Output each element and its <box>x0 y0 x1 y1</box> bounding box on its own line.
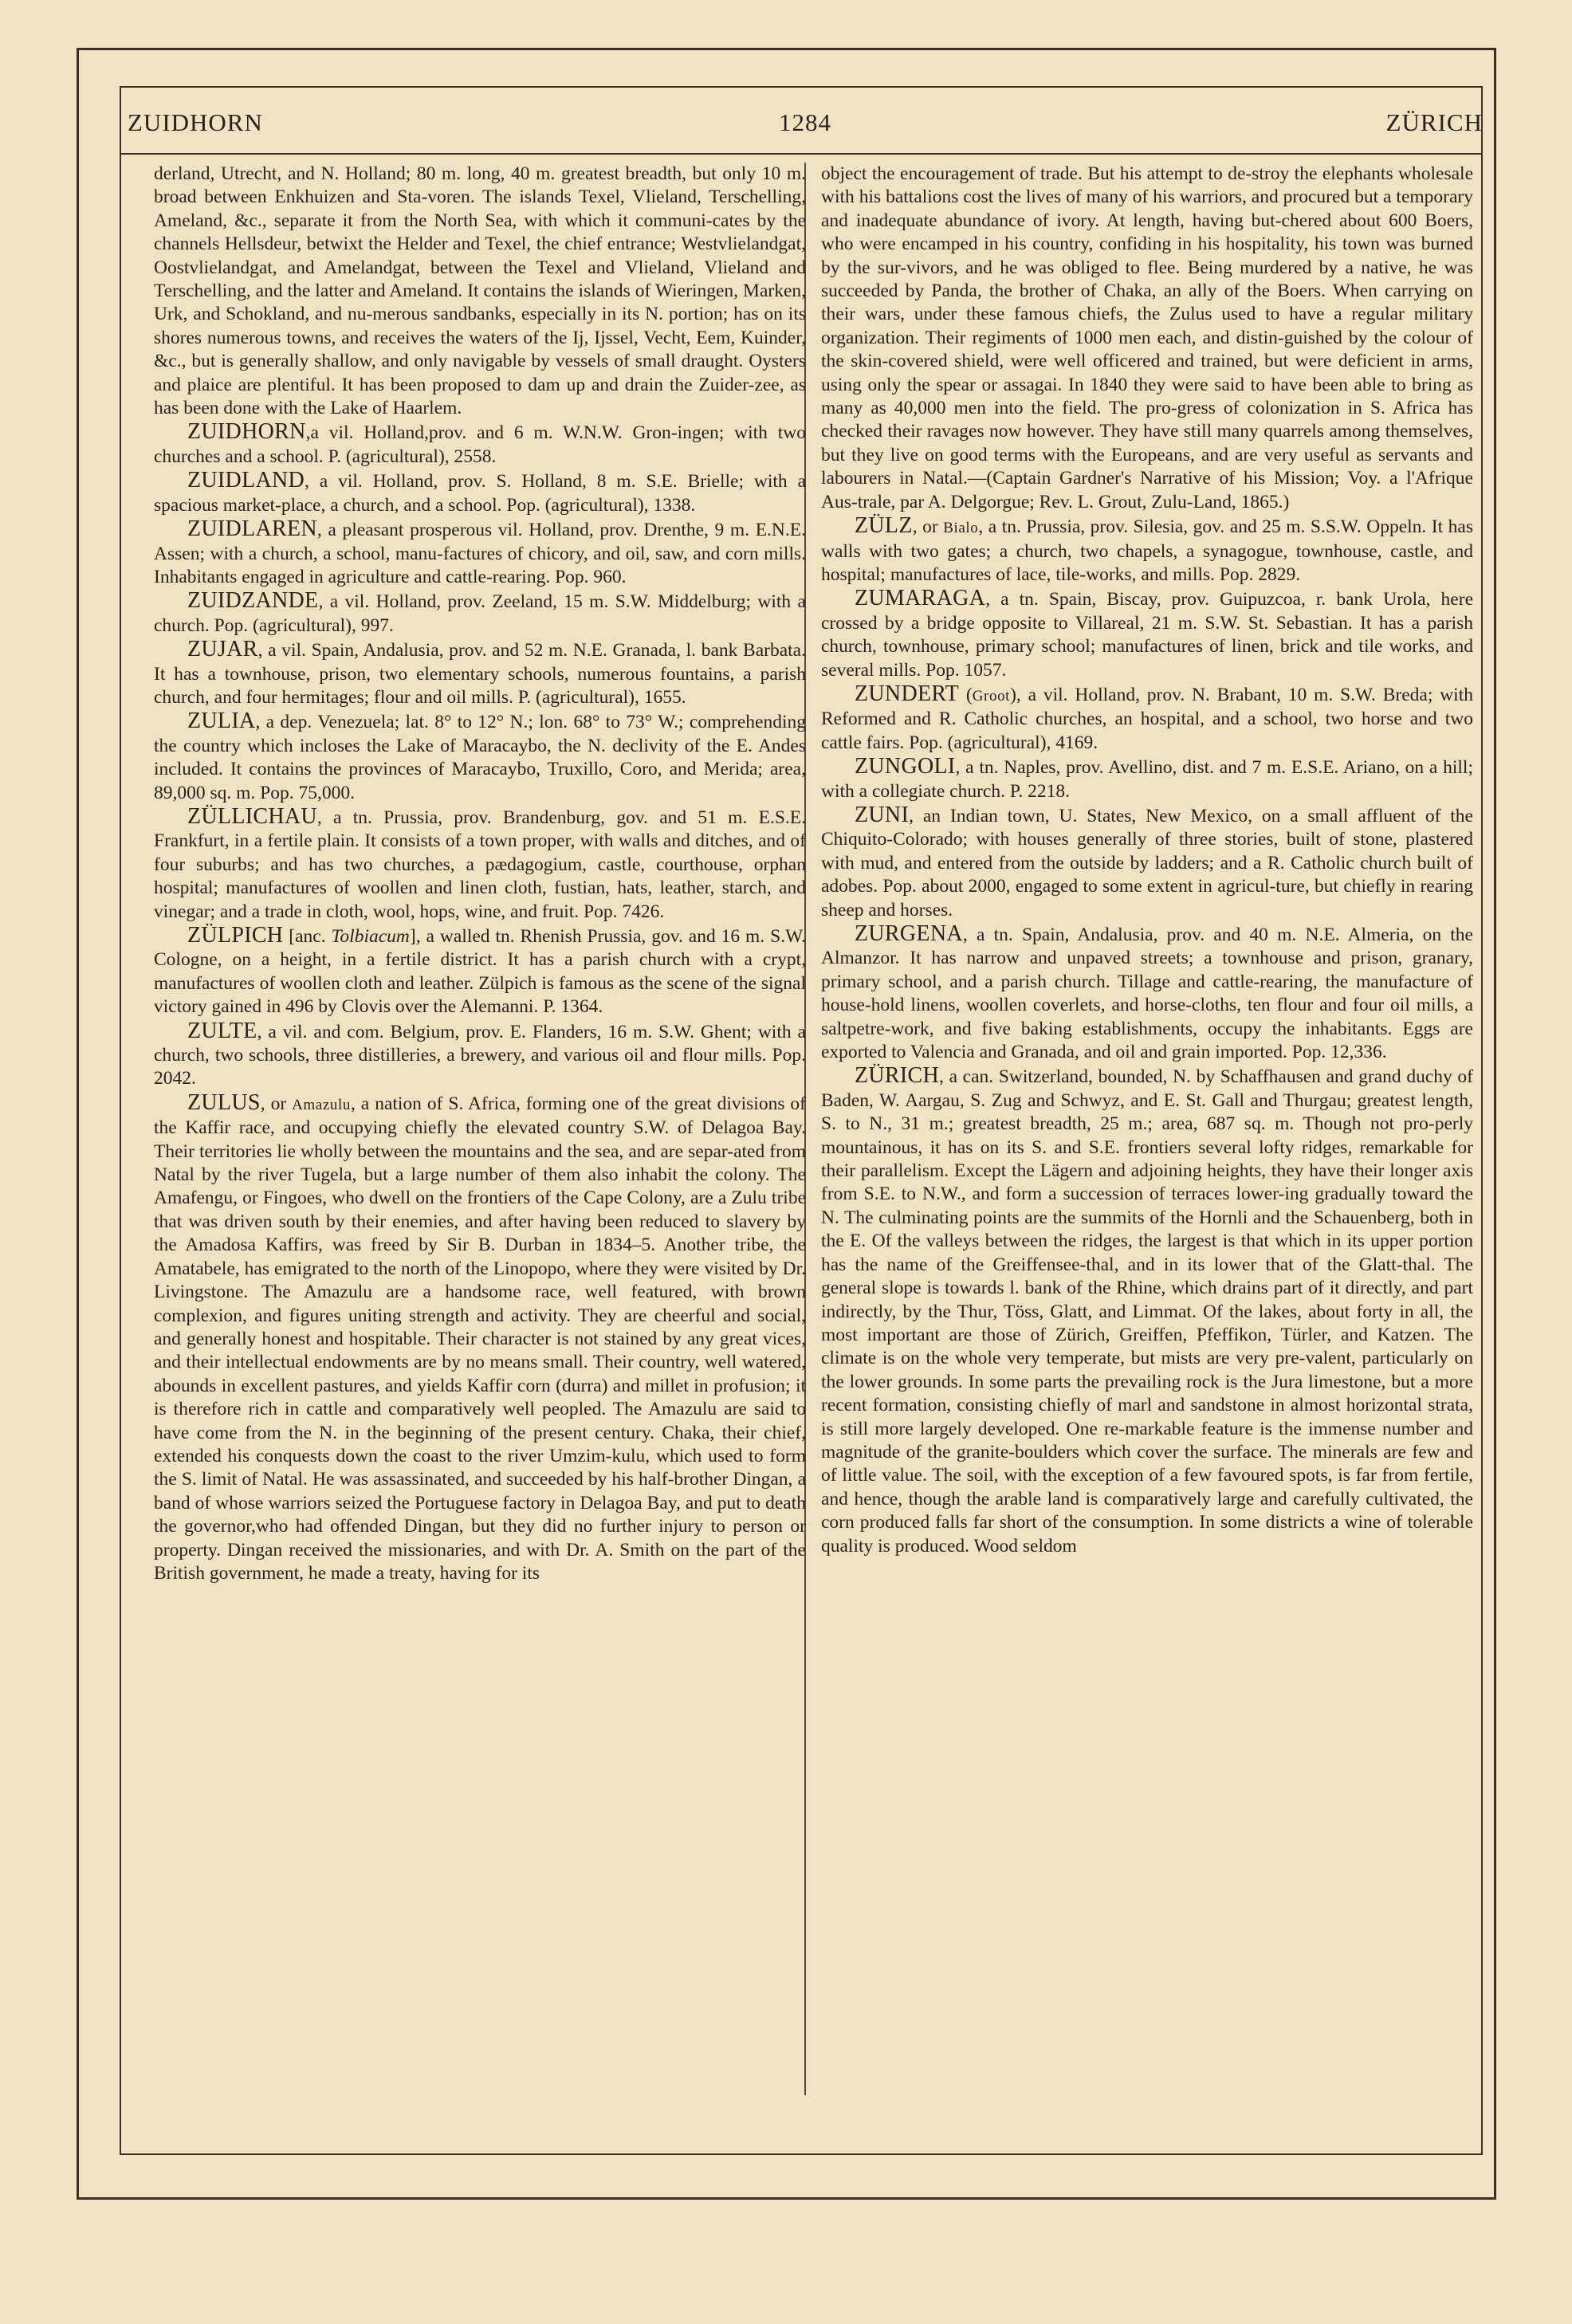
headword: ZUNI <box>855 802 910 827</box>
continuation-paragraph <box>154 163 806 420</box>
headword: ZULIA <box>187 709 256 734</box>
entry-text: , a nation of S. Africa, forming one of the great divisions of the Kaffir race, and occupying chiefly the elevated country S.W. of Delagoa Bay. Their territories lie wholly between the mountains and the sea, and are separ-ated from Natal by the river Tugela, but a large number of them also inhabit the colony. The Amafengu, or Fingoes, who dwell on the frontiers of the Cape Colony, are a Zulu tribe that was driven south by their enemies, and after having been reduced to slavery by the Amadosa Kaffirs, was freed by Sir B. Durban in 1834–5. Another tribe, the Amatabele, has emigrated to the north of the Linopopo, where they were visited by Dr. Livingstone. The Amazulu are a handsome race, well featured, with brown complexion, and figures uniting strength and activity. They are cheerful and social, and generally honest and hospitable. Their character is not stained by any great vices, and their intellectual endowments are by no means small. Their country, well watered, abounds in excellent pastures, and yields Kaffir corn (durra) and millet in profusion; it is therefore rich in cattle and comparatively well peopled. The Amazulu are said to have come from the N. in the beginning of the present century. Chaka, their chief, extended his conquests down the coast to the river Umzim-kulu, which used to form the S. limit of Natal. He was assassinated, and succeeded by his half-brother Dingan, a band of whose warriors seized the Portuguese factory in Delagoa Bay, and put to death the governor,who had offended Dingan, but they did no further injury to person or property. Dingan received the missionaries, and with Dr. A. Smith on the part of the British government, he made a treaty, having for its <box>154 1093 806 1584</box>
entry-zuidzande <box>154 589 806 638</box>
headword: ZUIDZANDE <box>187 588 319 614</box>
entry-text: , a dep. Venezuela; lat. 8° to 12° N.; lon. 68° to 73° W.; comprehending the country which incloses the Lake of Maracaybo, the N. declivity of the E. Andes included. It contains the provinces of Maracaybo, Truxillo, Coro, and Merida; area, 89,000 sq. m. Pop. 75,000. <box>154 712 806 803</box>
footer-rule-inner <box>120 2153 1483 2155</box>
headword: ZUIDHORN <box>187 419 306 445</box>
frame-right-outer <box>1494 48 1496 2200</box>
entry-text: derland, Utrecht, and N. Holland; 80 m. long, 40 m. greatest breadth, but only 10 m. broad between Enkhuizen and Sta-voren. The islands Texel, Vlieland, Terschelling, Ameland, &c., separate it from the North Sea, with which it communi-cates by the channels Hellsdeur, betwixt the Helder and Texel, the chief entrance; Westvlielandgat, Oostvlielandgat, and Amelandgat, between the Texel and Vlieland, Vlieland and Terschelling, and the latter and Ameland. It contains the islands of Wieringen, Marken, Urk, and Schokland, and nu-merous sandbanks, especially in its N. portion; has on its shores numerous towns, and receives the waters of the Ij, Ijssel, Vecht, Eem, Kuinder, &c., but is generally shallow, and only navigable by vessels of small draught. Oysters and plaice are plentiful. It has been proposed to dam up and drain the Zuider-zee, as has been done with the Lake of Haarlem. <box>154 163 806 419</box>
frame-left-inner <box>120 86 121 2154</box>
entry-zuidhorn <box>154 420 806 469</box>
headword: ZUMARAGA <box>855 586 986 611</box>
entry-zuidlaren <box>154 517 806 589</box>
entry-zulus <box>154 1091 806 1586</box>
entry-prefix: , or <box>912 516 944 538</box>
frame-left-outer <box>77 48 79 2200</box>
frame-top-outer <box>78 48 1495 50</box>
headword: ZULUS <box>187 1089 261 1115</box>
entry-zundert <box>821 682 1473 755</box>
header-left-word: ZUIDHORN <box>128 108 263 136</box>
page-number: 1284 <box>779 108 831 136</box>
entry-prefix: ( <box>959 684 973 705</box>
entry-text: , a vil. Holland, prov. Zeeland, 15 m. S.W. Middelburg; with a church. Pop. (agricultural), 997. <box>154 591 806 636</box>
entry-zulia <box>154 709 806 805</box>
right-column <box>821 163 1473 2082</box>
entry-text: object the encouragement of trade. But his attempt to de-stroy the elephants wholesale with his battalions cost the lives of many of his warriors, and procured but a temporary and inadequate abundance of ivory. At length, having but-chered about 600 Boers, who were encamped in his country, confiding in his hospitality, his town was burned by the sur-vivors, and he was obliged to flee. Being murdered by a native, he was succeeded by Panda, the brother of Chaka, an ally of the Boers. When carrying on their wars, under these famous chiefs, the Zulus used to have a regular military organization. Their regiments of 1000 men each, and distin-guished by the colour of the skin-covered shield, were well officered and trained, but were deficient in arms, using only the spear or assagai. In 1840 they were said to have been able to bring as many as 40,000 men into the field. The pro-gress of colonization in S. Africa has checked their ravages now however. They have still many quarrels among themselves, but they live on good terms with the Europeans, and are very useful as servants and labourers in Natal.—(Captain Gardner's Narrative of his Mission; Voy. a l'Afrique Aus-trale, par A. Delgorgue; Rev. L. Grout, Zulu-Land, 1865.) <box>821 163 1473 512</box>
entry-text: , a tn. Prussia, prov. Silesia, gov. and 25 m. S.S.W. Oppeln. It has walls with two gates; a church, two chapels, a synagogue, townhouse, castle, and hospital; manufactures of lace, tile-works, and mills. Pop. 2829. <box>821 516 1473 585</box>
entry-zullichau <box>154 805 806 924</box>
entry-text: ), a vil. Holland, prov. N. Brabant, 10 m. S.W. Breda; with Reformed and R. Catholic churches, an hospital, and a school, two horse and two cattle fairs. Pop. (agricultural), 4169. <box>821 684 1473 753</box>
entry-zulpich <box>154 924 806 1019</box>
entry-zungoli <box>821 755 1473 803</box>
footer-rule-outer <box>78 2197 1495 2200</box>
page-header <box>128 102 1483 147</box>
headword: ZURGENA <box>855 921 963 946</box>
alternate-name: Amazulu <box>292 1096 351 1113</box>
entry-text: , a tn. Prussia, prov. Brandenburg, gov. and 51 m. E.S.E. Frankfurt, in a fertile plain. It consists of a town proper, with walls and ditches, and of four suburbs; and has two churches, a pædagogium, castle, courthouse, orphan hospital; manufactures of woollen and linen cloth, fustian, hats, leather, starch, and vinegar; and a trade in cloth, wool, hops, wine, and fruit. Pop. 7426. <box>154 807 806 922</box>
headword: ZÜLZ <box>855 513 913 539</box>
entry-text: , a vil. and com. Belgium, prov. E. Flanders, 16 m. S.W. Ghent; with a church, two schools, three distilleries, a brewery, and various oil and flour mills. Pop. 2042. <box>154 1021 806 1089</box>
entry-zujar <box>154 638 806 709</box>
entry-text: , a tn. Naples, prov. Avellino, dist. and 7 m. E.S.E. Ariano, on a hill; with a collegiate church. P. 2218. <box>821 757 1473 802</box>
entry-text: , a vil. Holland, prov. S. Holland, 8 m. S.E. Brielle; with a spacious market-place, a church, and a school. Pop. (agricultural), 1338. <box>154 471 806 516</box>
headword: ZÜLPICH <box>187 923 284 948</box>
headword: ZUJAR <box>187 637 258 662</box>
entry-text: , a can. Switzerland, bounded, N. by Schaffhausen and grand duchy of Baden, W. Aargau, S. Zug and Schwyz, and E. St. Gall and Thurgau; greatest length, S. to N., 31 m.; greatest breadth, 25 m.; area, 687 sq. m. Though not pro-perly mountainous, it has on its S. and S.E. frontiers several lofty ridges, remarkable for their parallelism. Except the Lägern and adjoining heights, they have their longer axis from S.E. to N.W., and form a succession of terraces lower-ing gradually toward the N. The culminating points are the summits of the Hornli and the Schauenberg, both in the E. Of the valleys between the ridges, the largest is that which in its upper portion has the name of the Greiffensee-thal, and in its lower that of the Glatt-thal. The general slope is towards l. bank of the Rhine, which drains part of it directly, and part indirectly, by the Thur, Töss, Glatt, and Limmat. Of the lakes, about forty in all, the most important are those of Zürich, Greiffen, Pfeffikon, Türler, and Katzen. The climate is on the whole very temperate, but mists are very pre-valent, particularly on the lower grounds. In some parts the prevailing rock is the Jura limestone, but a more recent formation, consisting chiefly of marl and sandstone in almost horizontal strata, is still more largely developed. One re-markable feature is the immense number and magnitude of the granite-boulders which cover the surface. The minerals are few and of little value. The soil, with the exception of a few favoured spots, is far from fertile, and hence, though the arable land is comparatively large and carefully cultivated, the corn produced falls far short of the consumption. In some districts a wine of tolerable quality is produced. Wood seldom <box>821 1066 1473 1557</box>
entry-zurgena <box>821 922 1473 1064</box>
header-underline <box>120 153 1483 155</box>
alternate-name: Bialo <box>943 520 979 537</box>
entry-text: ,a vil. Holland,prov. and 6 m. W.N.W. Gron-ingen; with two churches and a school. P. (agricultural), 2558. <box>154 422 806 467</box>
headword: ZUNGOLI <box>855 754 956 779</box>
entry-zulte <box>154 1019 806 1091</box>
entry-text: ], a walled tn. Rhenish Prussia, gov. and 16 m. S.W. Cologne, on a height, in a fertile district. It has a parish church with a crypt, manufactures of woollen cloth and leather. Zülpich is famous as the scene of the signal victory gained in 496 by Clovis over the Alemanni. P. 1364. <box>154 926 806 1018</box>
continuation-paragraph <box>821 163 1473 514</box>
headword: ZUIDLAND <box>187 468 305 493</box>
headword: ZÜRICH <box>855 1063 940 1089</box>
entry-text: , a tn. Spain, Biscay, prov. Guipuzcoa, r. bank Urola, here crossed by a bridge opposite to Villareal, 21 m. S.W. St. Sebastian. It has a parish church, townhouse, primary school; manufactures of linen, brick and tile works, and several mills. Pop. 1057. <box>821 589 1473 681</box>
headword: ZULTE <box>187 1018 257 1043</box>
headword: ZÜLLICHAU <box>187 803 317 829</box>
entry-zulz <box>821 514 1473 587</box>
frame-top-inner <box>120 86 1483 88</box>
entry-text: , an Indian town, U. States, New Mexico, on a small affluent of the Chiquito-Colorado; with houses generally of three stories, built of stone, plastered with mud, and entered from the outside by ladders; and a R. Catholic church built of adobes. Pop. about 2000, engaged to some extent in agricul-ture, but chiefly in rearing sheep and horses. <box>821 805 1473 921</box>
entry-prefix: , or <box>260 1093 293 1114</box>
left-column <box>154 163 806 2082</box>
entry-zurich <box>821 1064 1473 1558</box>
entry-text: , a tn. Spain, Andalusia, prov. and 40 m. N.E. Almeria, on the Almanzor. It has narrow and unpaved streets; a townhouse and prison, granary, primary school, and a parish church. Tillage and cattle-rearing, the manufacture of house-hold linens, woollen coverlets, and horse-cloths, ten flour and four oil mills, a saltpetre-work, and five baking establishments, occupy the inhabitants. Eggs are exported to Valencia and Granada, and oil and grain imported. Pop. 12,336. <box>821 924 1473 1063</box>
entry-zumaraga <box>821 587 1473 682</box>
frame-right-inner <box>1481 86 1483 2154</box>
entry-zuidland <box>154 469 806 517</box>
entry-text: , a vil. Spain, Andalusia, prov. and 52 m. N.E. Granada, l. bank Barbata. It has a townhouse, prison, two elementary schools, numerous fountains, a parish church, and four hermitages; flour and oil mills. P. (agricultural), 1655. <box>154 640 806 708</box>
header-right-word: ZÜRICH <box>1385 108 1483 136</box>
headword: ZUNDERT <box>855 681 960 706</box>
entry-zuni <box>821 803 1473 922</box>
entry-text: , a pleasant prosperous vil. Holland, prov. Drenthe, 9 m. E.N.E. Assen; with a church, a school, manu-factures of chicory, and oil, saw, and corn mills. Inhabitants engaged in agriculture and cattle-rearing. Pop. 960. <box>154 520 806 587</box>
alternate-name: Groot <box>972 687 1011 705</box>
ancient-name: Tolbiacum <box>331 926 410 947</box>
headword: ZUIDLAREN <box>187 516 317 542</box>
entry-prefix: [anc. <box>283 926 332 947</box>
